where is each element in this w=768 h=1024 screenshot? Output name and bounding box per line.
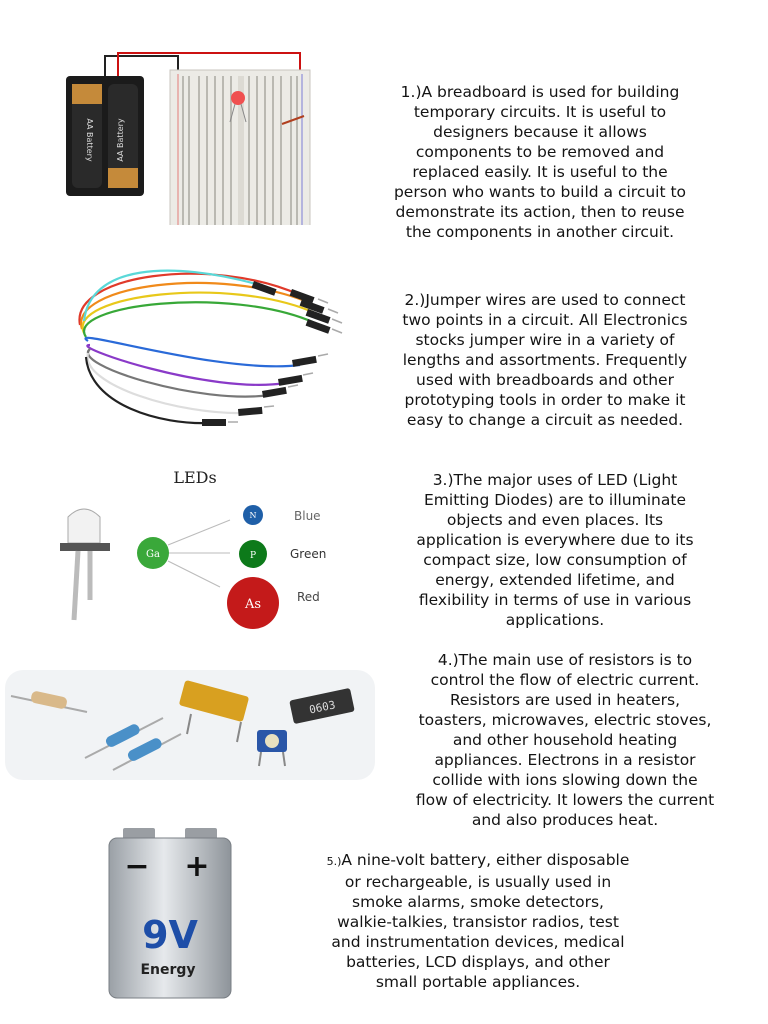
line-text: application is everywhere due to its: [416, 531, 694, 549]
line-text: and instrumentation devices, medical: [331, 933, 625, 951]
description-line: [380, 670, 750, 690]
battery-minus: −: [124, 849, 150, 884]
line-text: 4.)The main use of resistors is to: [437, 651, 693, 669]
description-line: [380, 690, 750, 710]
description-line: [340, 82, 740, 102]
description-line: [282, 952, 674, 972]
description-line: [282, 850, 674, 872]
item-number: 5.): [326, 855, 342, 868]
description-line: [365, 610, 745, 630]
description-line: [365, 590, 745, 610]
node-symbol-red: As: [244, 597, 262, 612]
line-text: Emitting Diodes) are to illuminate: [424, 491, 686, 509]
line-text: two points in a circuit. All Electronics: [402, 311, 688, 329]
description-line: [340, 142, 740, 162]
description-line: [282, 872, 674, 892]
battery-brand: Energy: [140, 962, 196, 978]
description-line: [365, 490, 745, 510]
description-line: [340, 122, 740, 142]
line-text: collide with ions slowing down the: [432, 771, 698, 789]
line-text: appliances. Electrons in a resistor: [434, 751, 696, 769]
line-text: components to be removed and: [415, 143, 665, 161]
line-text: stocks jumper wire in a variety of: [415, 331, 675, 349]
description-line: [380, 710, 750, 730]
item-jumper-wires: [0, 250, 768, 450]
line-text: lengths and assortments. Frequently: [402, 351, 688, 369]
line-text: prototyping tools in order to make it: [404, 391, 686, 409]
line-text: temporary circuits. It is useful to: [413, 103, 667, 121]
line-text: the components in another circuit.: [405, 223, 675, 241]
description-line: [355, 410, 735, 430]
line-text: replaced easily. It is useful to the: [412, 163, 668, 181]
description-line: [340, 222, 740, 242]
node-label-blue: Blue: [294, 509, 321, 523]
description-line: [365, 470, 745, 490]
line-text: demonstrate its action, then to reuse: [395, 203, 685, 221]
line-text: or rechargeable, is usually used in: [344, 873, 612, 891]
description-line: [340, 182, 740, 202]
line-text: Resistors are used in heaters,: [449, 691, 681, 709]
center-symbol: Ga: [146, 549, 160, 560]
description-line: [340, 102, 740, 122]
leds-description: [365, 470, 745, 630]
description-line: [365, 550, 745, 570]
line-text: A nine-volt battery, either disposable: [341, 851, 630, 869]
resistors-image: [5, 670, 375, 780]
line-text: small portable appliances.: [375, 973, 581, 991]
line-text: and other household heating: [452, 731, 678, 749]
line-text: batteries, LCD displays, and other: [346, 953, 610, 971]
node-label-green: Green: [290, 547, 327, 561]
description-line: [365, 510, 745, 530]
line-text: compact size, low consumption of: [423, 551, 687, 569]
line-text: walkie-talkies, transistor radios, test: [337, 913, 619, 931]
line-text: applications.: [505, 611, 605, 629]
description-line: [282, 972, 674, 992]
battery-label-2: AA Battery: [116, 118, 125, 162]
node-label-red: Red: [297, 590, 320, 604]
description-line: [340, 202, 740, 222]
node-symbol-blue: N: [249, 511, 257, 520]
breadboard-image: [60, 50, 320, 225]
description-line: [365, 530, 745, 550]
line-text: control the flow of electric current.: [430, 671, 700, 689]
description-line: [380, 750, 750, 770]
node-symbol-green: P: [249, 551, 257, 561]
battery-voltage: 9V: [142, 913, 198, 957]
item-leds: [0, 460, 768, 640]
description-line: [355, 330, 735, 350]
description-line: [340, 162, 740, 182]
description-line: [380, 730, 750, 750]
line-text: flexibility in terms of use in various: [418, 591, 692, 609]
description-line: [355, 310, 735, 330]
line-text: energy, extended lifetime, and: [435, 571, 675, 589]
description-line: [282, 912, 674, 932]
chip-label: 0603: [308, 698, 337, 717]
line-text: smoke alarms, smoke detectors,: [352, 893, 604, 911]
battery-description: [282, 850, 674, 992]
description-line: [355, 370, 735, 390]
battery-image: [105, 824, 235, 1004]
jumper-wires-description: [355, 290, 735, 430]
resistors-description: [380, 650, 750, 830]
jumper-wires-image: [60, 255, 350, 435]
line-text: designers because it allows: [433, 123, 647, 141]
description-line: [380, 790, 750, 810]
description-line: [355, 390, 735, 410]
breadboard-description: [340, 82, 740, 242]
description-line: [380, 650, 750, 670]
description-line: [355, 290, 735, 310]
item-breadboard: [0, 40, 768, 250]
item-9v-battery: [0, 822, 768, 1012]
line-text: 1.)A breadboard is used for building: [400, 83, 680, 101]
item-resistors: [0, 645, 768, 829]
line-text: flow of electricity. It lowers the current: [415, 791, 715, 809]
line-text: person who wants to build a circuit to: [393, 183, 687, 201]
battery-plus: +: [184, 849, 210, 884]
line-text: 3.)The major uses of LED (Light: [432, 471, 678, 489]
description-line: [380, 770, 750, 790]
description-line: [282, 892, 674, 912]
line-text: and also produces heat.: [471, 811, 659, 829]
description-line: [365, 570, 745, 590]
line-text: toasters, microwaves, electric stoves,: [418, 711, 712, 729]
description-line: [282, 932, 674, 952]
leds-image: [50, 465, 350, 630]
leds-title: LEDs: [173, 468, 217, 487]
description-line: [355, 350, 735, 370]
line-text: objects and even places. Its: [446, 511, 664, 529]
line-text: 2.)Jumper wires are used to connect: [404, 291, 686, 309]
battery-label-1: AA Battery: [85, 118, 94, 162]
line-text: easy to change a circuit as needed.: [406, 411, 684, 429]
line-text: used with breadboards and other: [416, 371, 674, 389]
